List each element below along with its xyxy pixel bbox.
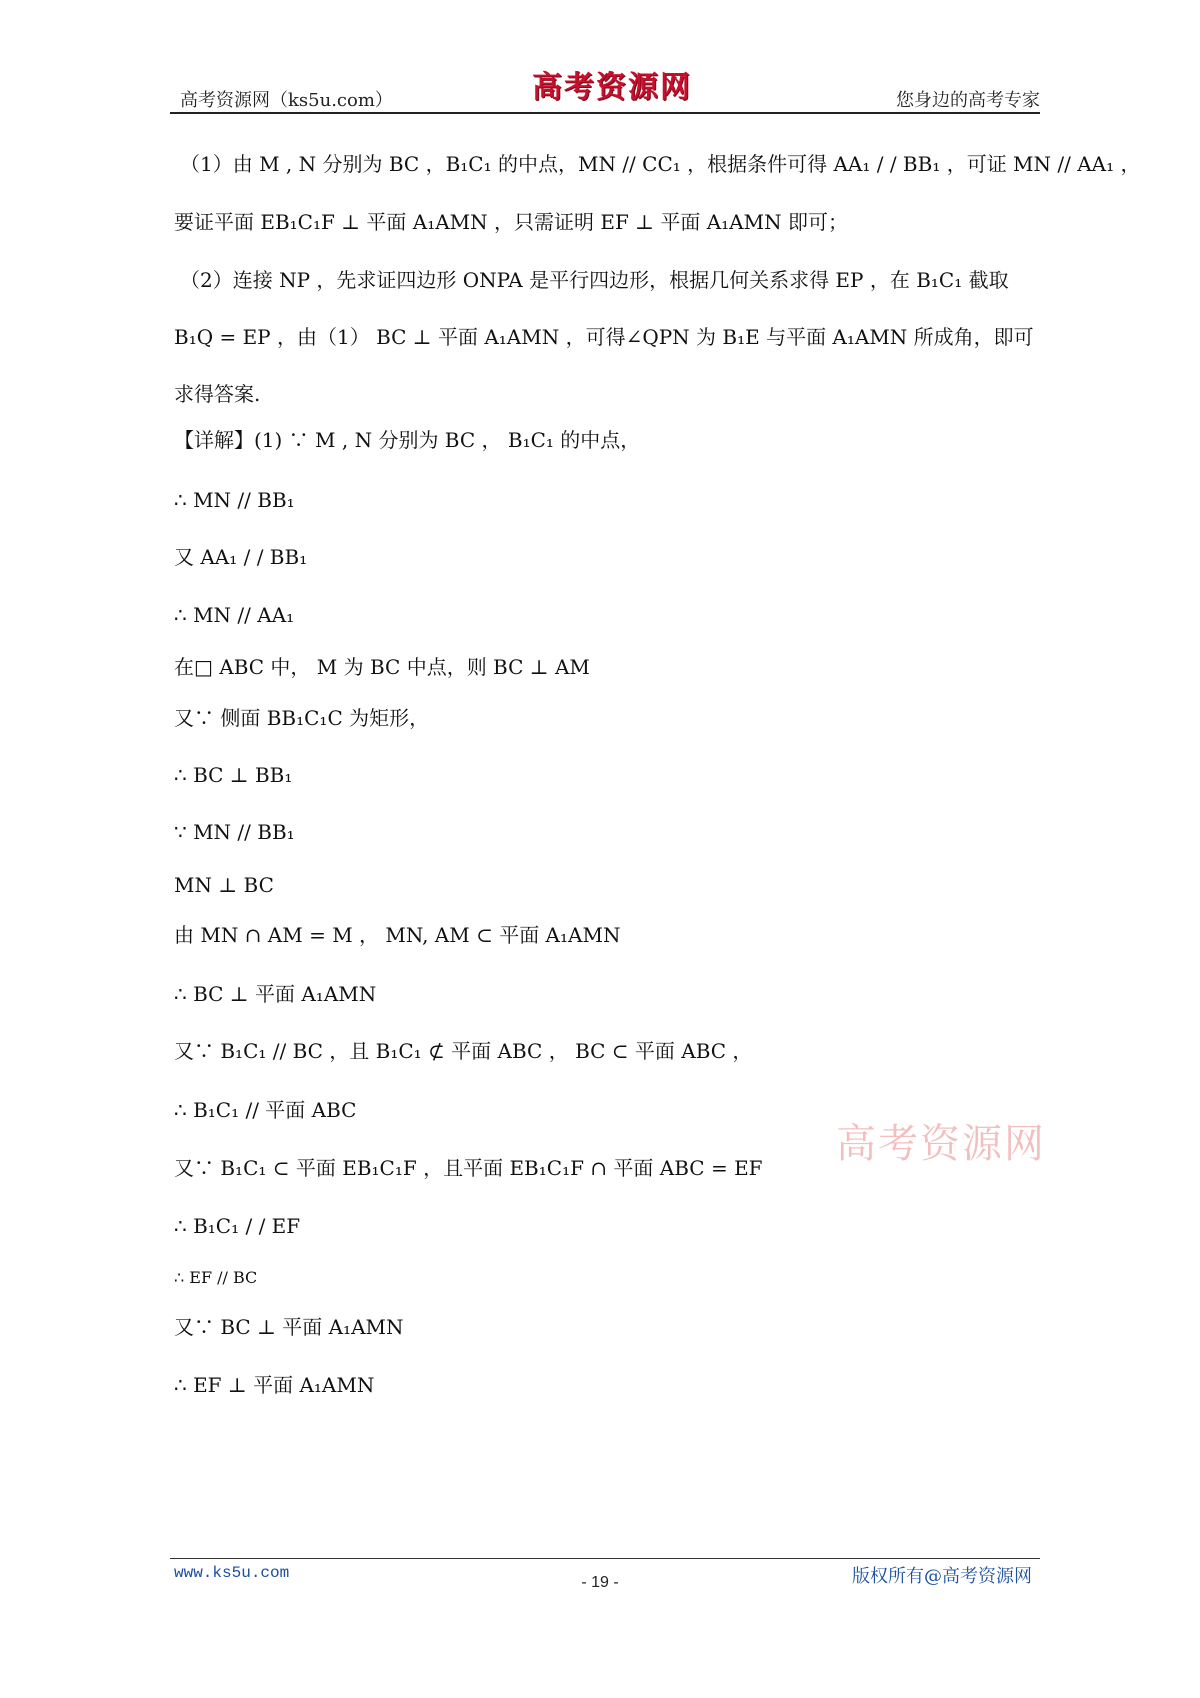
- footer-link[interactable]: www.ks5u.com: [174, 1564, 290, 1582]
- text-line: ∴ BC ⊥ BB₁: [174, 763, 293, 787]
- text-line: 又∵ B₁C₁ ⊂ 平面 EB₁C₁F ，且平面 EB₁C₁F ∩ 平面 ABC = EF: [174, 1156, 763, 1180]
- text-line: （2）连接 NP ，先求证四边形 ONPA 是平行四边形，根据几何关系求得 EP ，在 B₁C₁ 截取: [180, 268, 1009, 292]
- footer-copyright: 版权所有@高考资源网: [852, 1566, 1032, 1587]
- text-line: B₁Q = EP ，由（1） BC ⊥ 平面 A₁AMN ，可得∠QPN 为 B₁E 与平面 A₁AMN 所成角，即可: [174, 325, 1034, 349]
- text-line: ∴ B₁C₁ // 平面 ABC: [174, 1098, 357, 1122]
- text-line: 又∵ B₁C₁ // BC ，且 B₁C₁ ⊄ 平面 ABC ， BC ⊂ 平面 ABC ，: [174, 1039, 753, 1063]
- text-line: 又∵ 侧面 BB₁C₁C 为矩形，: [174, 706, 430, 730]
- header-right-text: 您身边的高考专家: [896, 90, 1040, 111]
- header-logo: 高考资源网: [532, 70, 692, 105]
- text-line: 又 AA₁ / / BB₁: [174, 545, 308, 569]
- text-line: 由 MN ∩ AM = M ， MN, AM ⊂ 平面 A₁AMN: [174, 923, 621, 947]
- text-line: 【详解】(1) ∵ M , N 分别为 BC ， B₁C₁ 的中点，: [174, 428, 641, 452]
- text-line: ∴ BC ⊥ 平面 A₁AMN: [174, 982, 377, 1006]
- header-left-text: 高考资源网（ks5u.com）: [180, 90, 393, 111]
- text-line: 在□ ABC 中， M 为 BC 中点，则 BC ⊥ AM: [174, 655, 590, 679]
- text-line: ∴ EF // BC: [174, 1268, 258, 1287]
- text-line: ∴ MN // AA₁: [174, 603, 295, 627]
- header-rule: [170, 112, 1040, 114]
- text-line: 又∵ BC ⊥ 平面 A₁AMN: [174, 1315, 404, 1339]
- text-line: ∵ MN // BB₁: [174, 820, 295, 844]
- text-line: ∴ EF ⊥ 平面 A₁AMN: [174, 1373, 375, 1397]
- footer-rule: [170, 1558, 1040, 1559]
- text-line: （1）由 M , N 分别为 BC ，B₁C₁ 的中点，MN // CC₁ ，根据条件可得 AA₁ / / BB₁ ，可证 MN // AA₁ ，: [180, 152, 1141, 176]
- text-line: 要证平面 EB₁C₁F ⊥ 平面 A₁AMN ，只需证明 EF ⊥ 平面 A₁AMN 即可；: [174, 210, 848, 234]
- text-line: ∴ B₁C₁ / / EF: [174, 1214, 301, 1238]
- text-line: MN ⊥ BC: [174, 873, 274, 897]
- page-number: - 19 -: [581, 1574, 619, 1591]
- text-line: 求得答案.: [174, 382, 261, 406]
- watermark-text: 高考资源网: [836, 1121, 1046, 1167]
- text-line: ∴ MN // BB₁: [174, 488, 295, 512]
